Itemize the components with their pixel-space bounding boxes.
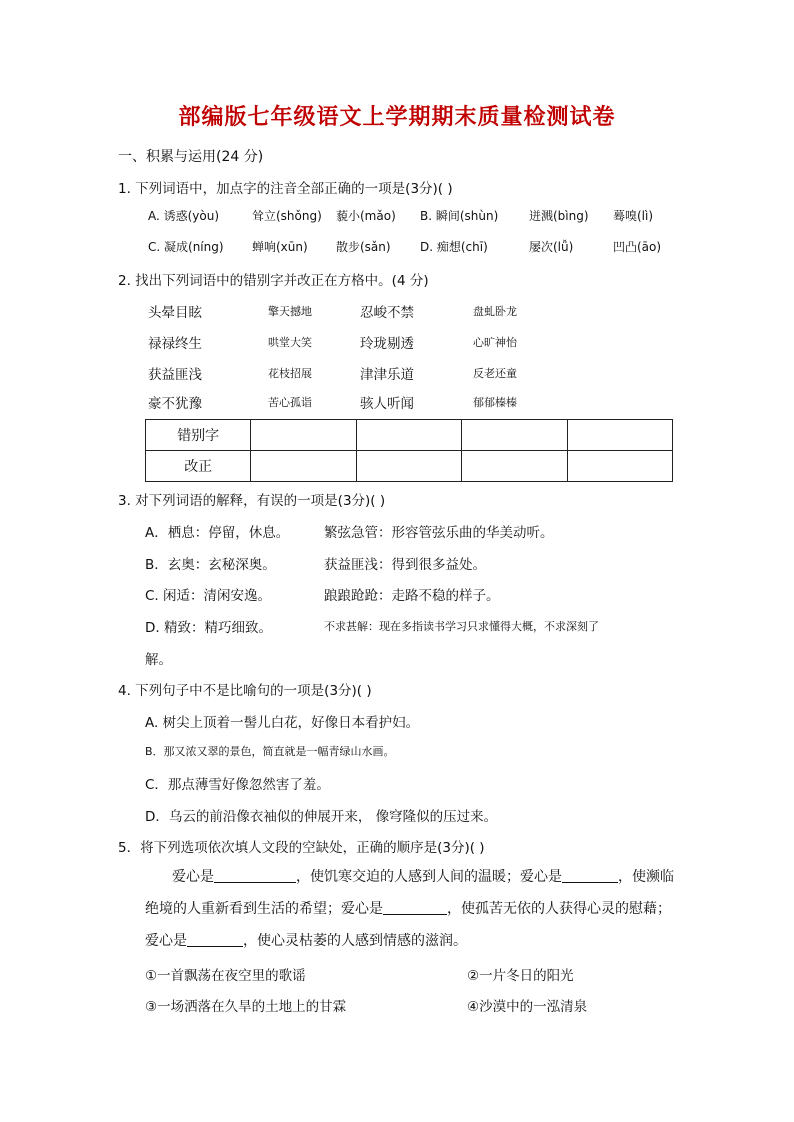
question-5-stem: 5．将下列选项依次填人文段的空缺处，正确的顺序是(3分)( ): [118, 840, 485, 856]
q3-option: 繁弦急管：形容管弦乐曲的华美动听。: [324, 525, 554, 541]
fill-blank[interactable]: [214, 868, 296, 883]
q3-option: 获益匪浅：得到很多益处。: [324, 557, 486, 573]
table-row: [146, 451, 673, 482]
q2-word: 擎天撼地: [268, 305, 312, 318]
answer-cell[interactable]: [251, 420, 356, 451]
q1-option: B. 瞬间(shùn): [420, 209, 499, 223]
q3-option: B．玄奥：玄秘深奥。: [145, 557, 276, 573]
answer-cell[interactable]: [356, 451, 461, 482]
q2-word: 哄堂大笑: [268, 336, 312, 349]
page-title: 部编版七年级语文上学期期末质量检测试卷: [178, 105, 616, 130]
fill-blank[interactable]: [383, 900, 447, 915]
answer-table: [145, 419, 673, 482]
q4-option: D．乌云的前沿像衣袖似的伸展开来， 像穹隆似的压过来。: [145, 809, 498, 825]
q3-option: C. 闲适：清闲安逸。: [145, 588, 272, 604]
q1-option: 蝉响(xūn): [252, 240, 308, 254]
fill-blank[interactable]: [562, 868, 618, 883]
q2-word: 盘虬卧龙: [473, 305, 517, 318]
q1-option: 屡次(lǚ): [529, 240, 574, 254]
table-row: [146, 420, 673, 451]
fill-blank[interactable]: [187, 932, 243, 947]
answer-cell[interactable]: [356, 420, 461, 451]
q2-word: 忍峻不禁: [360, 305, 414, 321]
q5-option: ②一片冬日的阳光: [467, 968, 574, 984]
question-3-stem: 3. 对下列词语的解释，有误的一项是(3分)( ): [118, 493, 386, 509]
q2-word: 获益匪浅: [148, 367, 202, 383]
q3-option: A．栖息：停留，休息。: [145, 525, 290, 541]
answer-cell[interactable]: [462, 420, 567, 451]
q5-passage-line: 爱心是 ，使饥寒交迫的人感到人间的温暖；爱心是 ，使濒临: [172, 869, 674, 885]
q2-word: 花枝招展: [268, 367, 312, 380]
question-1-stem: 1. 下列词语中，加点字的注音全部正确的一项是(3分)( ): [118, 181, 453, 197]
table-label: 改正: [146, 451, 251, 482]
q2-word: 心旷神怡: [473, 336, 517, 349]
q1-option: C. 凝成(níng): [148, 240, 224, 254]
q5-option: ①一首飘荡在夜空里的歌谣: [145, 968, 306, 984]
q3-option: 不求甚解：现在多指读书学习只求懂得大概，不求深刻了: [324, 620, 599, 633]
q2-word: 反老还童: [473, 367, 517, 380]
section-heading: 一、积累与运用(24 分): [118, 149, 264, 165]
q4-option: C．那点薄雪好像忽然害了羞。: [145, 777, 330, 793]
q2-word: 郁郁榛榛: [473, 396, 517, 409]
q1-option: 藐小(mǎo): [336, 209, 396, 223]
q2-word: 玲珑剔透: [360, 336, 414, 352]
question-4-stem: 4. 下列句子中不是比喻句的一项是(3分)( ): [118, 683, 372, 699]
q2-word: 津津乐道: [360, 367, 414, 383]
question-2-stem: 2. 找出下列词语中的错别字并改正在方格中。(4 分): [118, 273, 429, 289]
answer-cell[interactable]: [567, 420, 672, 451]
q2-word: 骇人听闻: [360, 396, 414, 412]
answer-cell[interactable]: [251, 451, 356, 482]
q1-option: 散步(sǎn): [336, 240, 391, 254]
q3-option: 解。: [145, 652, 172, 668]
q2-word: 头晕目眩: [148, 305, 202, 321]
q2-word: 豪不犹豫: [148, 396, 202, 412]
q3-option: D. 精致：精巧细致。: [145, 620, 272, 636]
q1-option: A. 诱惑(yòu): [148, 209, 220, 223]
q5-option: ④沙漠中的一泓清泉: [467, 999, 588, 1015]
answer-cell[interactable]: [462, 451, 567, 482]
q1-option: D. 痴想(chī): [420, 240, 488, 254]
q1-option: 耸立(shǒng): [252, 209, 322, 223]
q5-passage-line: 爱心是 ，使心灵枯萎的人感到情感的滋润。: [145, 933, 467, 949]
q2-word: 禄禄终生: [148, 336, 202, 352]
q1-option: 凹凸(āo): [613, 240, 662, 254]
table-label: 错别字: [146, 420, 251, 451]
q5-passage-line: 绝境的人重新看到生活的希望；爱心是 ，使孤苦无依的人获得心灵的慰藉；: [145, 901, 671, 917]
q2-word: 苦心孤诣: [268, 396, 312, 409]
q3-option: 踉踉跄跄：走路不稳的样子。: [324, 588, 500, 604]
q5-option: ③一场洒落在久旱的土地上的甘霖: [145, 999, 347, 1015]
answer-cell[interactable]: [567, 451, 672, 482]
q4-option: A. 树尖上顶着一髻儿白花，好像日本看护妇。: [145, 715, 420, 731]
q1-option: 蓦嗅(lì): [613, 209, 654, 223]
q4-option: B．那又浓又翠的景色，简直就是一幅青绿山水画。: [145, 745, 395, 758]
q1-option: 迸溅(bìng): [529, 209, 589, 223]
